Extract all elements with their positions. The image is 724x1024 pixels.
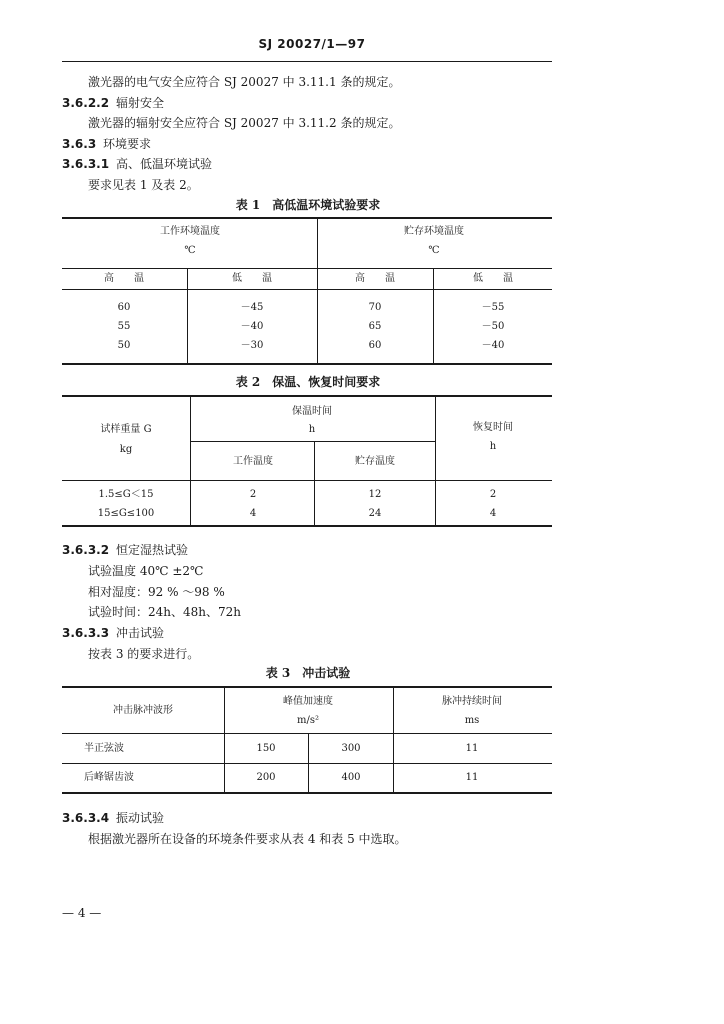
table-cell: 65 [368, 321, 382, 332]
table1-subheader-store-low: 低 温 [473, 273, 513, 284]
table1-header-store-unit: ℃ [428, 245, 440, 256]
table1-subheader-store-high: 高 温 [355, 273, 395, 284]
table2-header-weight-unit: kg [119, 444, 133, 455]
table-cell: 半正弦波 [84, 743, 124, 754]
table-cell: 11 [465, 743, 479, 754]
table3-header-peak-accel: 峰值加速度 [283, 696, 333, 707]
table1-subheader-work-low: 低 温 [232, 273, 272, 284]
table-cell: －50 [481, 321, 505, 332]
table-cell: 50 [117, 340, 131, 351]
table2-caption: 表 2 保温、恢复时间要求 [235, 375, 381, 389]
table-cell: 2 [249, 489, 257, 500]
table-cell: 12 [368, 489, 382, 500]
paragraph-see-tables: 要求见表 1 及表 2。 [88, 178, 199, 192]
page-number: — 4 — [62, 906, 102, 920]
section-title-damp-heat: 恒定湿热试验 [116, 543, 189, 557]
table-cell: 55 [117, 321, 131, 332]
section-title-radiation-safety: 辐射安全 [116, 96, 165, 110]
table-cell: －40 [481, 340, 505, 351]
table-cell: 15≤G≤100 [97, 508, 155, 519]
table3-header-peak-unit: m/s² [297, 715, 319, 726]
table1-caption: 表 1 高低温环境试验要求 [235, 198, 381, 212]
section-title-environment: 环境要求 [103, 137, 152, 151]
section-number-363: 3.6.3 [62, 137, 97, 151]
table2-subheader-store-temp: 贮存温度 [355, 456, 395, 467]
paragraph-electrical-safety: 激光器的电气安全应符合 SJ 20027 中 3.11.1 条的规定。 [88, 75, 401, 89]
table1-header-store-temp: 贮存环境温度 [404, 226, 464, 237]
header-rule [62, 61, 552, 62]
document-code: SJ 20027/1—97 [258, 37, 366, 51]
table-cell: －55 [481, 302, 505, 313]
damp-relative-humidity: 相对湿度：92 % ～98 % [88, 585, 225, 599]
table1-header-work-temp: 工作环境温度 [160, 226, 220, 237]
table1-header-work-unit: ℃ [184, 245, 196, 256]
table-cell: 60 [117, 302, 131, 313]
table-cell: 70 [368, 302, 382, 313]
table-cell: 60 [368, 340, 382, 351]
table2-header-recover-unit: h [489, 441, 497, 452]
table-cell: 11 [465, 772, 479, 783]
section-number-3633: 3.6.3.3 [62, 626, 110, 640]
table-cell: －30 [240, 340, 264, 351]
table-cell: 4 [249, 508, 257, 519]
damp-test-duration: 试验时间：24h、48h、72h [88, 605, 241, 619]
table1-subheader-work-high: 高 温 [104, 273, 144, 284]
table3-header-duration-unit: ms [464, 715, 480, 726]
table-cell: 后峰锯齿波 [84, 772, 134, 783]
paragraph-radiation-safety: 激光器的辐射安全应符合 SJ 20027 中 3.11.2 条的规定。 [88, 116, 401, 130]
damp-test-temperature: 试验温度 40℃ ±2℃ [88, 564, 204, 578]
table2-header-weight: 试样重量 G [100, 424, 152, 435]
section-title-vibration-test: 振动试验 [116, 811, 165, 825]
table-cell: 24 [368, 508, 382, 519]
table-cell: 4 [489, 508, 497, 519]
table3-caption: 表 3 冲击试验 [265, 666, 351, 680]
section-title-temperature-test: 高、低温环境试验 [116, 157, 213, 171]
table2-subheader-work-temp: 工作温度 [233, 456, 273, 467]
table3-header-waveform: 冲击脉冲波形 [113, 705, 173, 716]
table2-header-hold-unit: h [308, 424, 316, 435]
table2-header-recover-time: 恢复时间 [473, 422, 513, 433]
table2-header-hold-time: 保温时间 [292, 406, 332, 417]
table-cell: 400 [341, 772, 361, 783]
table-cell: 200 [256, 772, 276, 783]
section-title-shock-test: 冲击试验 [116, 626, 165, 640]
table-cell: 2 [489, 489, 497, 500]
table3-header-pulse-duration: 脉冲持续时间 [442, 696, 502, 707]
table-cell: 300 [341, 743, 361, 754]
shock-instruction: 按表 3 的要求进行。 [88, 647, 200, 661]
section-number-3634: 3.6.3.4 [62, 811, 110, 825]
table-cell: 150 [256, 743, 276, 754]
vibration-instruction: 根据激光器所在设备的环境条件要求从表 4 和表 5 中选取。 [88, 832, 407, 846]
section-number-3632: 3.6.3.2 [62, 543, 110, 557]
table-cell: －45 [240, 302, 264, 313]
table-cell: 1.5≤G＜15 [98, 489, 154, 500]
section-number-3622: 3.6.2.2 [62, 96, 110, 110]
table-cell: －40 [240, 321, 264, 332]
section-number-3631: 3.6.3.1 [62, 157, 110, 171]
